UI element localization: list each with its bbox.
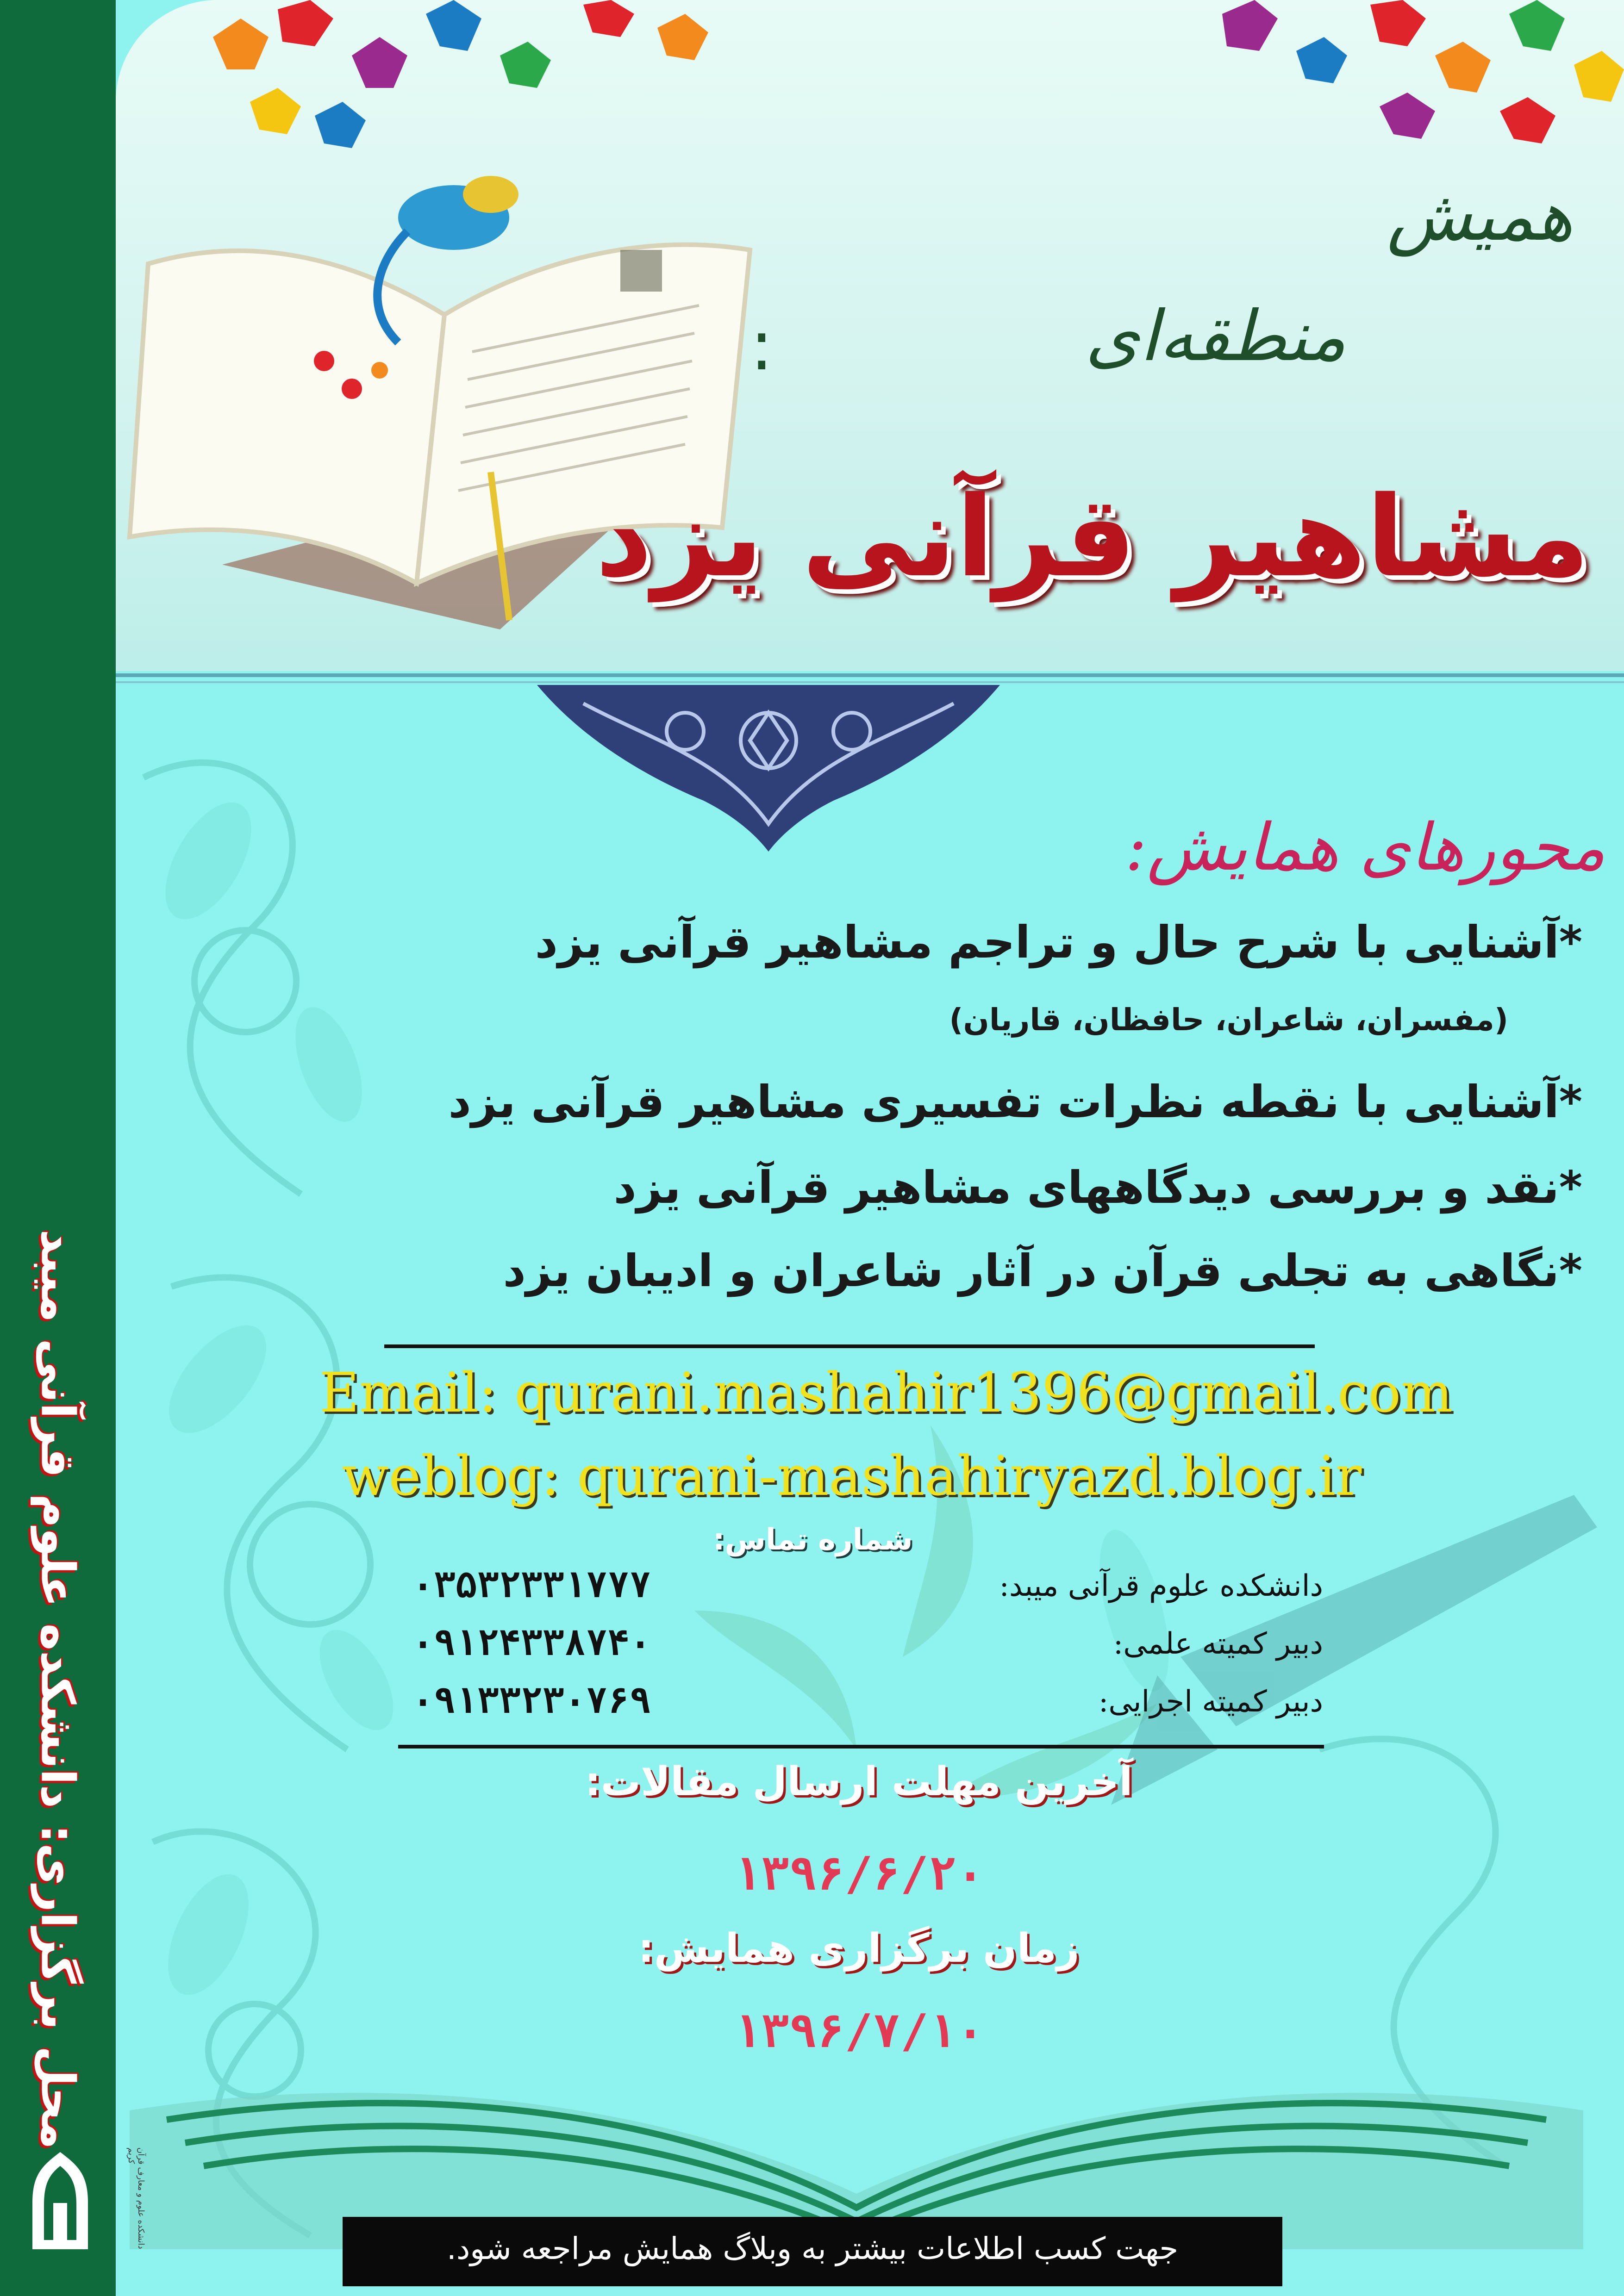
- title-colon: :: [750, 305, 774, 386]
- weblog-address[interactable]: weblog: qurani-mashahiryazd.blog.ir: [342, 1444, 1362, 1508]
- contact-heading: شماره تماس:: [713, 1523, 913, 1557]
- event-time-date: ۱۳۹۶/۷/۱۰: [733, 2004, 984, 2058]
- divider-line-2: [398, 1745, 1324, 1748]
- emblem-caption: دانشکده علوم و معارف قرآن کریم: [126, 2147, 146, 2249]
- contact-number-college: ۰۳۵۳۲۳۳۱۷۷۷: [412, 1564, 651, 1606]
- footer-note: جهت کسب اطلاعات بیشتر به وبلاگ همایش مراجعه شود.: [446, 2231, 1179, 2266]
- contact-label-executive-secretary: دبیر کمیته اجرایی:: [1098, 1685, 1323, 1719]
- topic-item-4: *نگاهی به تجلی قرآن در آثار شاعران و ادیبان یزد: [503, 1245, 1582, 1297]
- contact-label-scientific-secretary: دبیر کمیته علمی:: [1113, 1627, 1323, 1661]
- event-time-label: زمان برگزاری همایش:: [638, 1925, 1080, 1972]
- contact-label-college: دانشکده علوم قرآنی میبد:: [999, 1569, 1323, 1603]
- title-line-1: همیش: [1387, 176, 1573, 256]
- header-divider-thin: [106, 681, 1624, 683]
- axes-heading: محورهای همایش:: [1125, 810, 1605, 885]
- ornament-medallion: [537, 685, 1000, 852]
- main-title: مشاهیر قرآنی یزد: [595, 472, 1590, 602]
- left-band-text-area: [0, 0, 116, 2296]
- college-emblem-icon: [14, 2147, 106, 2259]
- deadline-date: ۱۳۹۶/۶/۲۰: [733, 1847, 984, 1901]
- topic-item-1: *آشنایی با شرح حال و تراجم مشاهیر قرآنی یزد: [535, 916, 1582, 968]
- contact-number-scientific-secretary: ۰۹۱۲۴۳۳۸۷۴۰: [412, 1622, 651, 1664]
- topic-item-2: *آشنایی با نقطه نظرات تفسیری مشاهیر قرآنی یزد: [448, 1076, 1582, 1128]
- divider-line-1: [384, 1344, 1315, 1348]
- email-address[interactable]: Email: qurani.mashahir1396@gmail.com: [319, 1361, 1453, 1425]
- title-line-2: منطقه‌ای: [1085, 296, 1346, 377]
- topic-item-1-subtitle: (مفسران، شاعران، حافظان، قاریان): [949, 1002, 1508, 1038]
- deadline-label: آخرین مهلت ارسال مقالات:: [585, 1759, 1133, 1805]
- contact-number-executive-secretary: ۰۹۱۳۳۲۳۰۷۶۹: [412, 1680, 651, 1722]
- header-divider: [106, 673, 1624, 677]
- topic-item-3: *نقد و بررسی دیدگاههای مشاهیر قرآنی یزد: [613, 1162, 1582, 1213]
- venue-text: محل برگزاری: دانشکده علوم قرآنی میبد: [31, 1229, 85, 2149]
